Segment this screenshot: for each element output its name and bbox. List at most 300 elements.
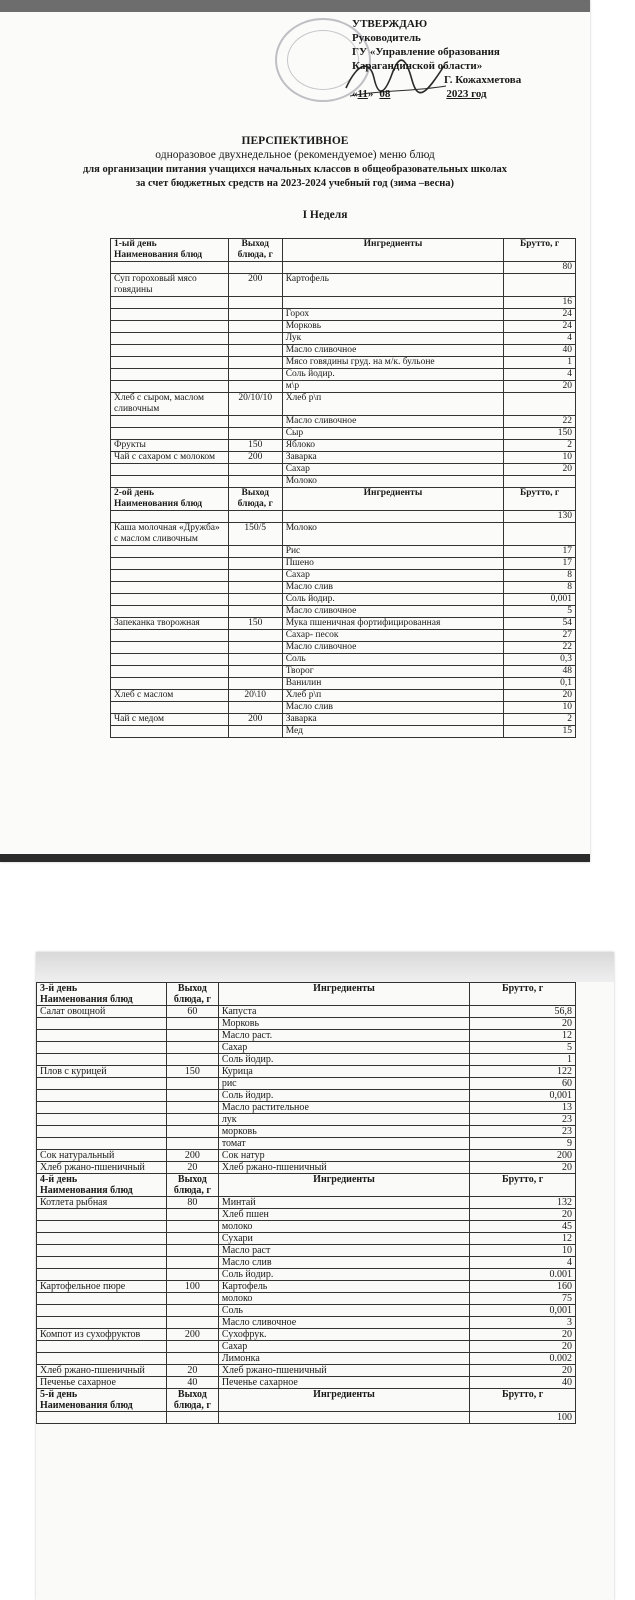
ingredient-cell: Ванилин — [282, 678, 504, 690]
dish-name-cell: Компот из сухофруктов — [37, 1329, 167, 1341]
table-row — [111, 618, 576, 630]
day1-section — [111, 239, 576, 488]
brutto-cell: 8 — [504, 570, 576, 582]
table-row — [111, 452, 576, 464]
ingredient-cell: Лимонка — [218, 1353, 469, 1365]
ingredient-cell: Пшено — [282, 558, 504, 570]
day-header-row — [37, 983, 576, 1006]
brutto-cell: 15 — [504, 726, 576, 738]
table-row — [37, 1114, 576, 1126]
yield-cell — [228, 546, 282, 558]
table-row — [111, 511, 576, 523]
ingredient-cell: Рис — [282, 546, 504, 558]
ingredient-cell: Мед — [282, 726, 504, 738]
dish-name-cell — [111, 654, 229, 666]
dish-name-cell — [37, 1054, 167, 1066]
table-row — [37, 1066, 576, 1078]
brutto-cell: 22 — [504, 416, 576, 428]
yield-cell — [228, 428, 282, 440]
table-row — [37, 1269, 576, 1281]
brutto-cell: 5 — [504, 606, 576, 618]
ingredient-cell: Соль — [282, 654, 504, 666]
yield-cell — [166, 1305, 218, 1317]
brutto-cell: 56,8 — [470, 1006, 576, 1018]
brutto-cell: 0,001 — [470, 1305, 576, 1317]
yield-cell — [228, 558, 282, 570]
scan-top-band — [0, 0, 590, 12]
brutto-cell: 4 — [470, 1257, 576, 1269]
yield-cell — [228, 357, 282, 369]
yield-cell — [228, 464, 282, 476]
ingredient-cell: Масло сливочное — [282, 642, 504, 654]
dish-name-cell: Суп гороховый мясо говядины — [111, 274, 229, 297]
brutto-cell: 20 — [504, 690, 576, 702]
column-header-ingredients: Ингредиенты — [218, 983, 469, 1006]
day-header-cell — [37, 1174, 167, 1197]
table-row — [37, 1162, 576, 1174]
ingredient-cell: Сахар — [282, 464, 504, 476]
table-row — [111, 428, 576, 440]
ingredient-cell: Соль йодир. — [282, 594, 504, 606]
brutto-cell: 0,1 — [504, 678, 576, 690]
table-row — [37, 1353, 576, 1365]
dish-name-cell — [111, 369, 229, 381]
ingredient-cell: Сахар — [282, 570, 504, 582]
approval-block — [352, 17, 562, 101]
document-subtitle-2: для организации питания учащихся начальных классов в общеобразовательных школах — [82, 164, 508, 175]
yield-cell — [166, 1126, 218, 1138]
yield-cell — [166, 1090, 218, 1102]
dish-name-cell — [37, 1221, 167, 1233]
ingredient-cell: Сухари — [218, 1233, 469, 1245]
brutto-cell: 130 — [504, 511, 576, 523]
brutto-cell: 17 — [504, 558, 576, 570]
brutto-cell: 12 — [470, 1233, 576, 1245]
brutto-cell: 3 — [470, 1317, 576, 1329]
brutto-cell: 122 — [470, 1066, 576, 1078]
yield-cell: 200 — [166, 1329, 218, 1341]
brutto-cell: 1 — [470, 1054, 576, 1066]
approval-signer: Г. Кожахметова — [444, 74, 522, 86]
dish-name-cell — [111, 642, 229, 654]
table-row — [37, 1054, 576, 1066]
dish-name-cell — [37, 1078, 167, 1090]
dish-name-cell — [111, 464, 229, 476]
dish-name-cell — [37, 1018, 167, 1030]
brutto-cell: 24 — [504, 309, 576, 321]
day4-section — [37, 1174, 576, 1389]
approval-line: Карагандинской области» — [352, 60, 483, 72]
yield-cell: 60 — [166, 1006, 218, 1018]
dish-name-cell — [111, 606, 229, 618]
dish-name-cell — [111, 702, 229, 714]
brutto-cell: 48 — [504, 666, 576, 678]
day-header-cell — [111, 239, 229, 262]
week-label: I Неделя — [302, 209, 348, 221]
dish-name-cell — [111, 558, 229, 570]
table-row — [37, 1078, 576, 1090]
ingredient-cell: Сок натур — [218, 1150, 469, 1162]
dish-name-cell — [111, 594, 229, 606]
dish-name-cell — [37, 1257, 167, 1269]
brutto-cell: 20 — [470, 1209, 576, 1221]
brutto-cell: 23 — [470, 1126, 576, 1138]
ingredient-cell: Соль йодир. — [218, 1269, 469, 1281]
day-title: 2-ой день — [114, 488, 155, 498]
ingredient-cell: морковь — [218, 1126, 469, 1138]
brutto-cell — [504, 523, 576, 546]
document-title: ПЕРСПЕКТИВНОЕ — [241, 135, 349, 147]
dish-name-cell: Картофельное пюре — [37, 1281, 167, 1293]
dish-name-cell — [37, 1245, 167, 1257]
brutto-cell: 10 — [470, 1245, 576, 1257]
ingredient-cell: Мука пшеничная фортифицированная — [282, 618, 504, 630]
ingredient-cell: молоко — [218, 1293, 469, 1305]
ingredient-cell — [282, 262, 504, 274]
table-row — [111, 523, 576, 546]
brutto-cell: 0,001 — [504, 594, 576, 606]
brutto-cell: 0,001 — [470, 1090, 576, 1102]
dish-name-cell — [111, 357, 229, 369]
table-row — [111, 416, 576, 428]
dish-name-cell — [111, 582, 229, 594]
ingredient-cell: Соль йодир. — [218, 1090, 469, 1102]
dish-name-cell — [111, 546, 229, 558]
brutto-cell: 23 — [470, 1114, 576, 1126]
ingredient-cell: лук — [218, 1114, 469, 1126]
brutto-cell: 20 — [504, 381, 576, 393]
scan-top-band — [36, 952, 614, 982]
ingredient-cell: Заварка — [282, 714, 504, 726]
brutto-cell: 20 — [504, 464, 576, 476]
ingredient-cell: Масло растительное — [218, 1102, 469, 1114]
yield-cell — [166, 1233, 218, 1245]
day-header-row — [37, 1174, 576, 1197]
table-row — [111, 582, 576, 594]
table-row — [111, 464, 576, 476]
yield-cell — [228, 297, 282, 309]
brutto-cell: 20 — [470, 1329, 576, 1341]
yield-cell — [228, 630, 282, 642]
table-row — [111, 570, 576, 582]
brutto-cell: 20 — [470, 1341, 576, 1353]
yield-cell: 150 — [166, 1066, 218, 1078]
ingredient-cell: Печенье сахарное — [218, 1377, 469, 1389]
dish-name-cell — [37, 1138, 167, 1150]
brutto-cell: 17 — [504, 546, 576, 558]
brutto-cell — [504, 393, 576, 416]
ingredient-cell: Капуста — [218, 1006, 469, 1018]
day-header-row — [37, 1389, 576, 1412]
ingredient-cell: Минтай — [218, 1197, 469, 1209]
brutto-cell: 150 — [504, 428, 576, 440]
ingredient-cell: Масло слив — [282, 582, 504, 594]
dish-name-cell: Хлеб с маслом — [111, 690, 229, 702]
column-header-dish: Наименования блюд — [40, 1185, 133, 1196]
table-row — [37, 1233, 576, 1245]
menu-table-week-1 — [110, 238, 576, 738]
yield-cell — [166, 1138, 218, 1150]
ingredient-cell: Картофель — [282, 274, 504, 297]
ingredient-cell: Хлеб ржано-пшеничный — [218, 1365, 469, 1377]
column-header-ingredients: Ингредиенты — [282, 239, 504, 262]
brutto-cell: 5 — [470, 1042, 576, 1054]
ingredient-cell: Хлеб ржано-пшеничный — [218, 1162, 469, 1174]
yield-cell: 80 — [166, 1197, 218, 1209]
yield-cell: 200 — [228, 714, 282, 726]
dish-name-cell — [37, 1102, 167, 1114]
dish-name-cell: Фрукты — [111, 440, 229, 452]
yield-cell — [228, 678, 282, 690]
table-row — [37, 1305, 576, 1317]
dish-name-cell: Сок натуральный — [37, 1150, 167, 1162]
ingredient-cell: Масло слив — [282, 702, 504, 714]
day-title: 1-ый день — [114, 239, 157, 249]
ingredient-cell: м\р — [282, 381, 504, 393]
approval-month: 08 — [379, 88, 391, 100]
table-row — [37, 1377, 576, 1389]
table-row — [37, 1221, 576, 1233]
day-header-cell — [37, 1389, 167, 1412]
yield-cell: 100 — [166, 1281, 218, 1293]
table-row — [37, 1317, 576, 1329]
ingredient-cell: Масло слив — [218, 1257, 469, 1269]
dish-name-cell — [37, 1353, 167, 1365]
table-row — [111, 558, 576, 570]
yield-cell: 40 — [166, 1377, 218, 1389]
yield-cell — [166, 1209, 218, 1221]
column-header-dish: Наименования блюд — [114, 250, 202, 260]
yield-cell — [228, 309, 282, 321]
table-row — [37, 1138, 576, 1150]
dish-name-cell — [111, 381, 229, 393]
dish-name-cell — [111, 321, 229, 333]
dish-name-cell — [111, 570, 229, 582]
yield-cell — [228, 582, 282, 594]
brutto-cell: 27 — [504, 630, 576, 642]
yield-cell — [166, 1353, 218, 1365]
yield-cell — [228, 345, 282, 357]
table-row — [111, 666, 576, 678]
brutto-cell: 8 — [504, 582, 576, 594]
table-row — [111, 440, 576, 452]
ingredient-cell: Соль йодир. — [218, 1054, 469, 1066]
table-row — [37, 1293, 576, 1305]
dish-name-cell: Чай с медом — [111, 714, 229, 726]
yield-cell — [228, 381, 282, 393]
dish-name-cell — [37, 1233, 167, 1245]
yield-cell — [228, 570, 282, 582]
yield-cell — [228, 654, 282, 666]
brutto-cell: 4 — [504, 333, 576, 345]
table-row — [111, 678, 576, 690]
yield-cell — [228, 369, 282, 381]
brutto-cell: 2 — [504, 714, 576, 726]
table-row — [111, 546, 576, 558]
table-row — [37, 1257, 576, 1269]
dish-name-cell — [111, 333, 229, 345]
ingredient-cell: рис — [218, 1078, 469, 1090]
table-row — [37, 1030, 576, 1042]
table-row — [111, 476, 576, 488]
table-row — [37, 1018, 576, 1030]
brutto-cell: 10 — [504, 702, 576, 714]
yield-cell — [228, 262, 282, 274]
column-header-dish: Наименования блюд — [40, 1400, 133, 1411]
brutto-cell: 12 — [470, 1030, 576, 1042]
dish-name-cell — [37, 1209, 167, 1221]
ingredient-cell: Курица — [218, 1066, 469, 1078]
yield-cell: 20 — [166, 1162, 218, 1174]
table-row — [111, 309, 576, 321]
table-row — [111, 321, 576, 333]
ingredient-cell: Масло сливочное — [218, 1317, 469, 1329]
yield-cell: 200 — [166, 1150, 218, 1162]
day-header-row — [111, 239, 576, 262]
brutto-cell: 160 — [470, 1281, 576, 1293]
ingredient-cell: Соль — [218, 1305, 469, 1317]
column-header-yield: Выход блюда, г — [228, 488, 282, 511]
dish-name-cell — [111, 297, 229, 309]
table-row — [37, 1006, 576, 1018]
brutto-cell: 16 — [504, 297, 576, 309]
dish-name-cell: Хлеб с сыром, маслом сливочным — [111, 393, 229, 416]
column-header-brutto: Брутто, г — [504, 239, 576, 262]
table-row — [111, 630, 576, 642]
table-row — [37, 1281, 576, 1293]
ingredient-cell: Картофель — [218, 1281, 469, 1293]
dish-name-cell — [37, 1317, 167, 1329]
ingredient-cell — [218, 1412, 469, 1424]
dish-name-cell — [37, 1412, 167, 1424]
yield-cell — [228, 642, 282, 654]
dish-name-cell — [111, 630, 229, 642]
yield-cell — [166, 1341, 218, 1353]
yield-cell — [166, 1245, 218, 1257]
brutto-cell: 40 — [504, 345, 576, 357]
dish-name-cell — [37, 1305, 167, 1317]
approval-line: УТВЕРЖДАЮ — [352, 18, 428, 30]
ingredient-cell: молоко — [218, 1221, 469, 1233]
brutto-cell — [504, 476, 576, 488]
yield-cell — [228, 606, 282, 618]
yield-cell — [166, 1412, 218, 1424]
dish-name-cell — [37, 1341, 167, 1353]
table-row — [111, 297, 576, 309]
column-header-dish: Наименования блюд — [40, 994, 133, 1005]
table-row — [111, 702, 576, 714]
ingredient-cell: Хлеб р\п — [282, 393, 504, 416]
dish-name-cell — [111, 416, 229, 428]
table-row — [37, 1150, 576, 1162]
brutto-cell: 45 — [470, 1221, 576, 1233]
day-header-row — [111, 488, 576, 511]
dish-name-cell: Печенье сахарное — [37, 1377, 167, 1389]
dish-name-cell: Котлета рыбная — [37, 1197, 167, 1209]
table-row — [111, 726, 576, 738]
yield-cell — [228, 726, 282, 738]
column-header-brutto: Брутто, г — [470, 983, 576, 1006]
ingredient-cell — [282, 297, 504, 309]
column-header-ingredients: Ингредиенты — [218, 1174, 469, 1197]
dish-name-cell: Хлеб ржано-пшеничный — [37, 1162, 167, 1174]
ingredient-cell: Заварка — [282, 452, 504, 464]
yield-cell — [228, 321, 282, 333]
table-row — [37, 1365, 576, 1377]
ingredient-cell: Молоко — [282, 476, 504, 488]
dish-name-cell — [37, 1042, 167, 1054]
table-row — [37, 1412, 576, 1424]
brutto-cell: 9 — [470, 1138, 576, 1150]
ingredient-cell: Морковь — [282, 321, 504, 333]
brutto-cell: 54 — [504, 618, 576, 630]
column-header-yield: Выход блюда, г — [166, 1174, 218, 1197]
yield-cell — [228, 594, 282, 606]
yield-cell — [166, 1078, 218, 1090]
menu-table-week-1-continued — [36, 982, 576, 1424]
column-header-ingredients: Ингредиенты — [282, 488, 504, 511]
ingredient-cell: Лук — [282, 333, 504, 345]
ingredient-cell: Соль йодир. — [282, 369, 504, 381]
yield-cell — [166, 1042, 218, 1054]
ingredient-cell: Сахар — [218, 1341, 469, 1353]
brutto-cell: 200 — [470, 1150, 576, 1162]
yield-cell — [228, 702, 282, 714]
ingredient-cell: Сухофрук. — [218, 1329, 469, 1341]
table-row — [111, 274, 576, 297]
column-header-brutto: Брутто, г — [504, 488, 576, 511]
table-row — [111, 642, 576, 654]
dish-name-cell — [37, 1030, 167, 1042]
dish-name-cell — [37, 1269, 167, 1281]
day-title: 3-й день — [40, 983, 78, 994]
ingredient-cell: Масло раст. — [218, 1030, 469, 1042]
table-row — [37, 1209, 576, 1221]
brutto-cell: 20 — [470, 1365, 576, 1377]
dish-name-cell — [111, 428, 229, 440]
dish-name-cell — [111, 511, 229, 523]
table-row — [37, 1197, 576, 1209]
brutto-cell: 13 — [470, 1102, 576, 1114]
ingredient-cell: Горох — [282, 309, 504, 321]
ingredient-cell: Масло сливочное — [282, 606, 504, 618]
brutto-cell: 100 — [470, 1412, 576, 1424]
brutto-cell: 40 — [470, 1377, 576, 1389]
brutto-cell: 22 — [504, 642, 576, 654]
ingredient-cell: Хлеб р\п — [282, 690, 504, 702]
table-row — [37, 1341, 576, 1353]
day5-section — [37, 1389, 576, 1424]
ingredient-cell: Яблоко — [282, 440, 504, 452]
brutto-cell: 0.002 — [470, 1353, 576, 1365]
brutto-cell: 75 — [470, 1293, 576, 1305]
yield-cell: 200 — [228, 452, 282, 464]
yield-cell — [166, 1054, 218, 1066]
table-row — [111, 393, 576, 416]
yield-cell: 20/10/10 — [228, 393, 282, 416]
yield-cell — [228, 511, 282, 523]
document-subtitle-3: за счет бюджетных средств на 2023-2024 учебный год (зима –весна) — [135, 178, 455, 189]
table-row — [111, 262, 576, 274]
dish-name-cell: Чай с сахаром с молоком — [111, 452, 229, 464]
brutto-cell: 20 — [470, 1162, 576, 1174]
brutto-cell: 24 — [504, 321, 576, 333]
yield-cell — [166, 1257, 218, 1269]
ingredient-cell: Молоко — [282, 523, 504, 546]
table-row — [111, 594, 576, 606]
table-row — [37, 1102, 576, 1114]
dish-name-cell — [111, 726, 229, 738]
